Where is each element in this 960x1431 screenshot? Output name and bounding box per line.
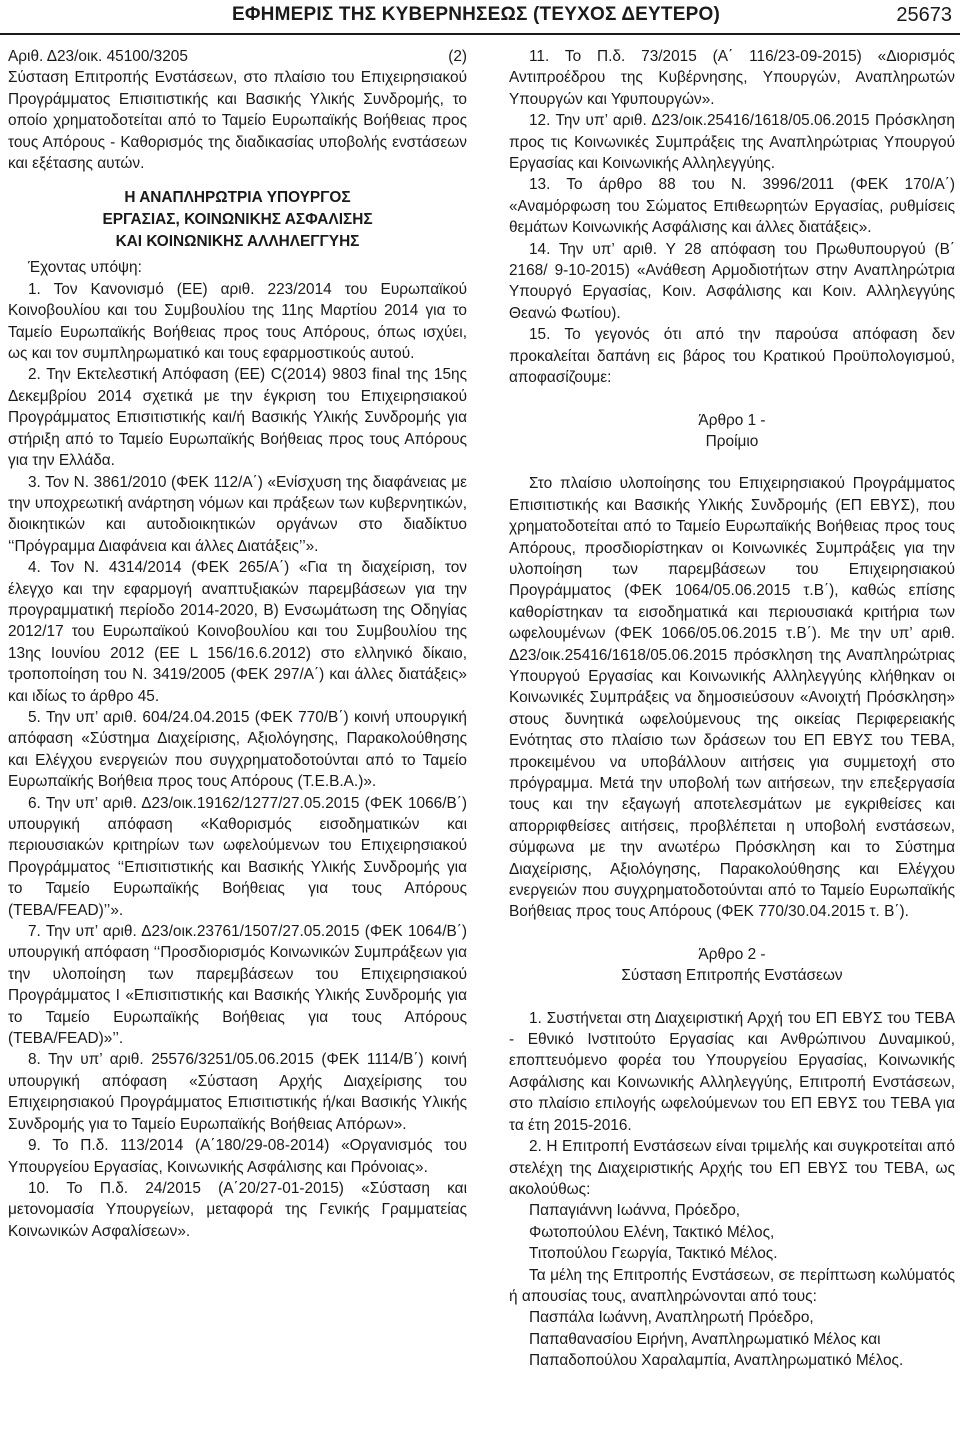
- spacer: [509, 923, 955, 944]
- recital-item: 4. Τον Ν. 4314/2014 (ΦΕΚ 265/Α΄) «Για τη διαχείριση, τον έλεγχο και την εφαρμογή αναπτυξιακών παρεμβάσεων για την προγραμματική περίοδο 2014-2020, Β) Ενσωμάτωση της Οδηγίας 2012/17 του Ευρωπαϊκού Κοινοβουλίου και του Συμβουλίου της 13ης Ιουνίου 2012 (ΕΕ L 156/16.6.2012) στο ελληνικό δίκαιο, τροποποίηση του Ν. 3419/2005 (ΦΕΚ 297/Α΄) και άλλες διατάξεις» και ιδίως το άρθρο 45.: [8, 559, 467, 705]
- having-regard: Έχοντας υπόψη:: [28, 259, 142, 277]
- recital-item: 12. Την υπ’ αριθ. Δ23/οικ.25416/1618/05.06.2015 Πρόσκληση προς τις Κοινωνικές Συμπράξεις της Αναπληρώτριας Υπουργού Εργασίας και Κοινωνικής Αλληλεγγύης.: [509, 112, 955, 173]
- header-rule: [0, 33, 960, 35]
- decision-subject: Σύσταση Επιτροπής Ενστάσεων, στο πλαίσιο του Επιχειρησιακού Προγράμματος Επισιτιστικής και Βασικής Υλικής Συνδρομής, το οποίο χρηματοδοτείται από το Ταμείο Ευρωπαϊκής Βοήθειας προς τους Απόρους - Καθορισμός της διαδικασίας υποβολής ενστάσεων και εξέτασης αυτών.: [8, 69, 467, 173]
- article-1-text: Στο πλαίσιο υλοποίησης του Επιχειρησιακού Προγράμματος Επισιτιστικής και Βασικής Υλικής Συνδρομής (ΕΠ ΕΒΥΣ), που χρηματοδοτείται από το Ταμείο Ευρωπαϊκής Βοήθειας προς τους Απόρους, προσδιορίστηκαν οι Κοινωνικές Συμπράξεις για την υλοποίηση των παρεμβάσεων του Επιχειρησιακού Προγράμματος (ΦΕΚ 1064/05.06.2015 τ.Β΄), καθώς επίσης καθορίστηκαν τα εισοδηματικά και περιουσιακά κριτήρια των ωφελουμένων (ΦΕΚ 1066/05.06.2015 τ.Β΄). Με την υπ’ αριθ. Δ23/οικ.25416/1618/05.06.2015 πρόσκληση της Αναπληρώτριας Υπουργού Εργασίας και Κοινωνικής Αλληλεγγύης κλήθηκαν οι Κοινωνικές Συμπράξεις να δημοσιεύσουν «Ανοιχτή Πρόσκληση» στους δυνητικά ωφελούμενους της οικείας Περιφερειακής Ενότητας στο πλαίσιο των δράσεων του ΕΠ ΕΒΥΣ του ΤΕΒΑ, προκειμένου να υποβάλλουν αιτήσεις για συμμετοχή στο πρόγραμμα. Μετά την υποβολή των αιτήσεων, την επεξεργασία τους και την εξαγωγή αποτελεσμάτων με εγκριθείσες και απορριφθείσες αιτήσεις, προβλέπεται η υποβολή ενστάσεων, σύμφωνα με την ανωτέρω Πρόσκληση και το Σύστημα Διαχείρισης, Αξιολόγησης, Παρακολούθησης και Ελέγχου ενεργειών που συγχρηματοδοτούνται από το Ταμείο Ευρωπαϊκής Βοήθειας προς τους Απόρους (ΦΕΚ 770/30.04.2015 τ. Β΄).: [509, 475, 955, 921]
- recital-item: 14. Την υπ’ αριθ. Υ 28 απόφαση του Πρωθυπουργού (Β΄ 2168/ 9-10-2015) «Ανάθεση Αρμοδιοτήτων στην Αναπληρώτρια Υπουργό Εργασίας, Κοιν. Ασφάλισης και Κοιν. Αλληλεγγύης Θεανώ Φωτίου).: [509, 240, 955, 322]
- authority-line: ΚΑΙ ΚΟΙΝΩΝΙΚΗΣ ΑΛΛΗΛΕΓΓΥΗΣ: [115, 233, 360, 251]
- recital-item: 6. Την υπ’ αριθ. Δ23/οικ.19162/1277/27.05.2015 (ΦΕΚ 1066/Β΄) υπουργική απόφαση «Καθορισμός εισοδηματικών και περιουσιακών κριτηρίων των ωφελούμενων του Επιχειρησιακού Προγράμματος ‘‘Επισιτιστικής και Βασικής Υλικής Συνδρομής για το Ταμείο Ευρωπαϊκής Βοήθειας για τους Απόρους (ΤΕΒΑ/FEAD)’’».: [8, 794, 467, 919]
- alternate-line: Παπαθανασίου Ειρήνη, Αναπληρωματικό Μέλος και: [529, 1330, 881, 1348]
- authority-line: ΕΡΓΑΣΙΑΣ, ΚΟΙΝΩΝΙΚΗΣ ΑΣΦΑΛΙΣΗΣ: [102, 211, 373, 229]
- committee-members: [509, 1200, 955, 1264]
- article-2-title: Σύσταση Επιτροπής Ενστάσεων: [621, 967, 843, 985]
- recital-item: 3. Τον Ν. 3861/2010 (ΦΕΚ 112/Α΄) «Ενίσχυση της διαφάνειας με την υποχρεωτική ανάρτηση νόμων και πράξεων των κυβερνητικών, διοικητικών και αυτοδιοικητικών οργάνων στο διαδίκτυο ‘‘Πρόγραμμα Διαφάνεια και άλλες Διατάξεις’’».: [8, 473, 467, 555]
- recital-item: 8. Την υπ’ αριθ. 25576/3251/05.06.2015 (ΦΕΚ 1114/Β΄) κοινή υπουργική απόφαση «Σύσταση Αρχής Διαχείρισης του Επιχειρησιακού Προγράμματος Επισιτιστικής ή/και Βασικής Υλικής Συνδρομής για το Ταμείο Ευρωπαϊκής Βοήθειας Απόρων».: [8, 1051, 467, 1133]
- member-line: Παπαγιάννη Ιωάννα, Πρόεδρο,: [529, 1202, 741, 1220]
- spacer: [509, 452, 955, 473]
- page-header: [0, 0, 960, 32]
- decision-number: Αριθ. Δ23/οικ. 45100/3205: [8, 48, 188, 65]
- journal-title: ΕΦΗΜΕΡΙΣ ΤΗΣ ΚΥΒΕΡΝΗΣΕΩΣ (ΤΕΥΧΟΣ ΔΕΥΤΕΡΟ): [232, 4, 720, 25]
- recital-item: 10. Το Π.δ. 24/2015 (Α΄20/27-01-2015) «Σύσταση και μετονομασία Υπουργείων, μεταφορά της Γενικής Γραμματείας Κοινωνικών Ασφαλίσεων».: [8, 1179, 467, 1240]
- member-line: Φωτοπούλου Ελένη, Τακτικό Μέλος,: [529, 1223, 775, 1241]
- recital-item: 9. Το Π.δ. 113/2014 (Α΄180/29-08-2014) «Οργανισμός του Υπουργείου Εργασίας, Κοινωνικής Ασφάλισης και Πρόνοιας».: [8, 1137, 467, 1176]
- article-2-heading: Άρθρο 2 -: [698, 945, 766, 963]
- recital-item: 2. Την Εκτελεστική Απόφαση (ΕΕ) C(2014) 9803 final της 15ης Δεκεμβρίου 2014 σχετικά με την έγκριση του Επιχειρησιακού Προγράμματος Επισιτιστικής και/ή Βασικής Υλικής Συνδρομής για στήριξη από το Ταμείο Ευρωπαϊκής Βοήθειας προς τους Απόρους για την Ελλάδα.: [8, 366, 467, 470]
- spacer: [509, 987, 955, 1008]
- decision-heading: [8, 46, 467, 67]
- right-column: [509, 46, 955, 1372]
- article-2-paragraph: 1. Συστήνεται στη Διαχειριστική Αρχή του ΕΠ ΕΒΥΣ του ΤΕΒΑ - Εθνικό Ινστιτούτο Εργασίας και Ανθρώπινου Δυναμικού, εποπτευόμενο φορέα του Υπουργείου Εργασίας, Κοινωνικής Ασφάλισης και Κοινωνικής Αλληλεγγύης, Επιτροπή Ενστάσεων, στο πλαίσιο επιλογής ωφελούμενων του ΕΠ ΕΒΥΣ του ΤΕΒΑ για τα έτη 2015-2016.: [509, 1009, 955, 1134]
- recital-item: 13. Το άρθρο 88 του Ν. 3996/2011 (ΦΕΚ 170/Α΄) «Αναμόρφωση του Σώματος Επιθεωρητών Εργασίας, ρυθμίσεις θεμάτων Κοινωνικής Ασφάλισης και άλλες διατάξεις».: [509, 176, 955, 237]
- spacer: [509, 389, 955, 410]
- article-2-paragraph: 2. Η Επιτροπή Ενστάσεων είναι τριμελής και συγκροτείται από στελέχη της Διαχειριστικής Αρχής του ΕΠ ΕΒΥΣ του ΤΕΒΑ, ως ακολούθως:: [509, 1138, 955, 1198]
- issuing-authority: [8, 187, 467, 253]
- article-1-heading: Άρθρο 1 -: [698, 411, 766, 429]
- left-column: [8, 46, 467, 1242]
- recital-item: 7. Την υπ’ αριθ. Δ23/οικ.23761/1507/27.05.2015 (ΦΕΚ 1064/Β΄) υπουργική απόφαση ‘‘Προσδιορισμός Κοινωνικών Συμπράξεων για την υλοποίηση των παρεμβάσεων του Επιχειρησιακού Προγράμματος Ι «Επισιτιστικής και Βασικής Υλικής Συνδρομής για το Ταμείο Ευρωπαϊκής Βοήθειας για τους Απόρους (ΤΕΒΑ/FEAD)»’’.: [8, 923, 467, 1048]
- page-number: 25673: [896, 4, 952, 26]
- recital-item: 15. Το γεγονός ότι από την παρούσα απόφαση δεν προκαλείται δαπάνη εις βάρος του Κρατικού Προϋπολογισμού, αποφασίζουμε:: [509, 326, 955, 387]
- authority-line: Η ΑΝΑΠΛΗΡΩΤΡΙΑ ΥΠΟΥΡΓΟΣ: [124, 189, 351, 207]
- member-line: Τιτοπούλου Γεωργία, Τακτικό Μέλος.: [529, 1245, 778, 1263]
- alternates-intro: Τα μέλη της Επιτροπής Ενστάσεων, σε περίπτωση κωλύματός ή απουσίας τους, αναπληρώνονται από τους:: [509, 1266, 955, 1305]
- recital-item: 1. Τον Κανονισμό (ΕΕ) αριθ. 223/2014 του Ευρωπαϊκού Κοινοβουλίου και του Συμβουλίου της 11ης Μαρτίου 2014 για το Ταμείο Ευρωπαϊκής Βοήθειας προς τους Απόρους, όπως ισχύει, ως και τον συμπληρωματικό και τους εφαρμοστικούς αυτού.: [8, 280, 467, 363]
- decision-index: (2): [448, 48, 467, 65]
- committee-alternates: [509, 1307, 955, 1371]
- alternate-line: Παπαδοπούλου Χαραλαμπία, Αναπληρωματικό Μέλος.: [529, 1352, 904, 1370]
- recital-item: 11. Το Π.δ. 73/2015 (Α΄ 116/23-09-2015) «Διορισμός Αντιπροέδρου της Κυβέρνησης, Υπουργών, Αναπληρωτών Υπουργών και Υφυπουργών».: [509, 48, 955, 108]
- recital-item: 5. Την υπ’ αριθ. 604/24.04.2015 (ΦΕΚ 770/Β΄) κοινή υπουργική απόφαση «Σύστημα Διαχείρισης, Αξιολόγησης, Παρακολούθησης και Ελέγχου ενεργειών που συγχρηματοδοτούνται από το Ταμείο Ευρωπαϊκής Βοήθεια προς τους Απόρους (Τ.Ε.Β.Α.)».: [8, 708, 467, 791]
- article-1-title: Προίμιο: [705, 432, 759, 450]
- alternate-line: Πασπάλα Ιωάννη, Αναπληρωτή Πρόεδρο,: [529, 1309, 814, 1327]
